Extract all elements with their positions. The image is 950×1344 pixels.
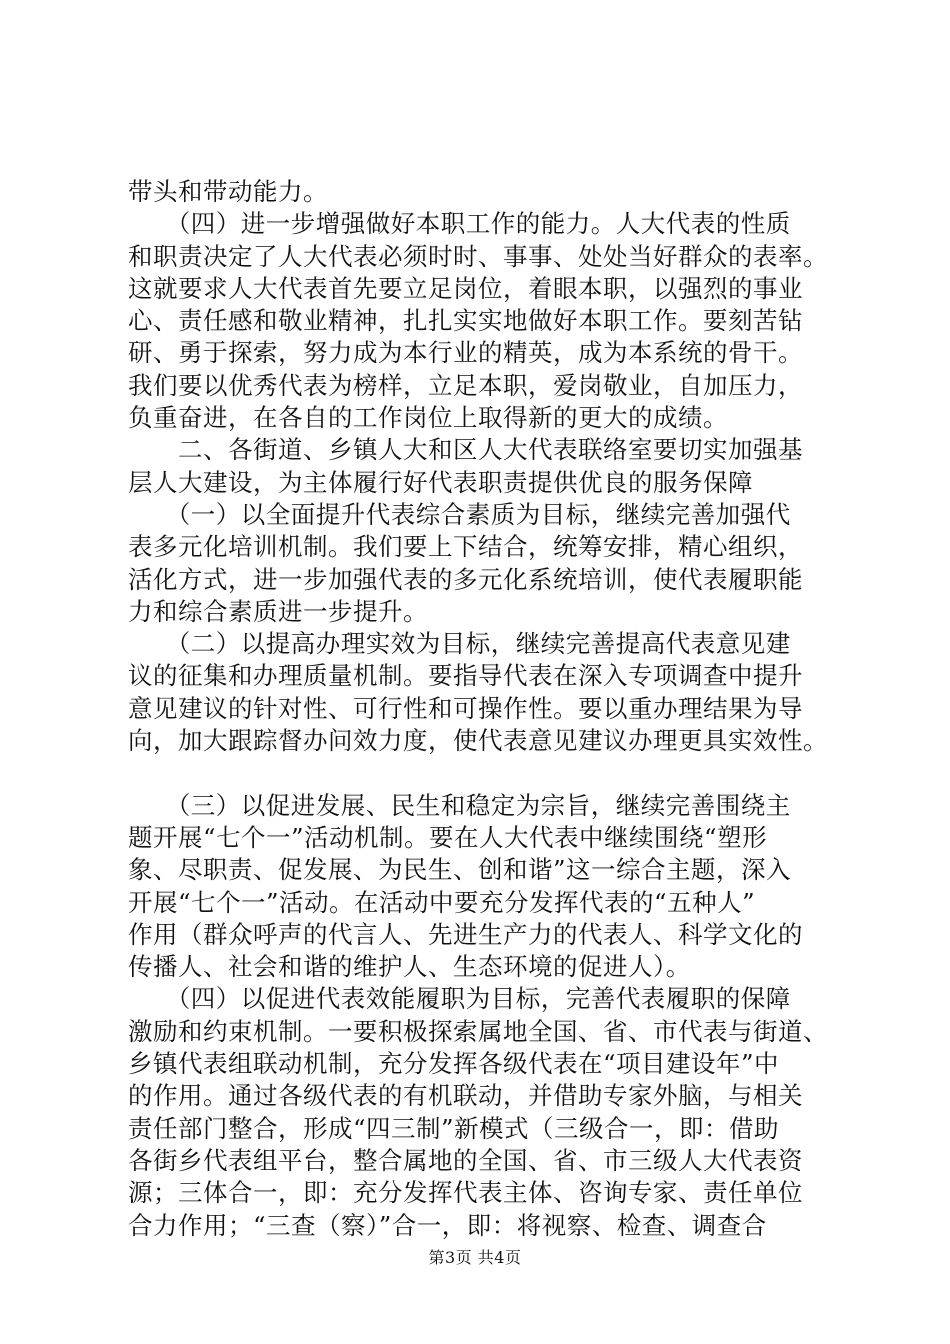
text-line: （三）以促进发展、民生和稳定为宗旨，继续完善围绕主 [128, 790, 791, 820]
text-line: 源；三体合一，即：充分发挥代表主体、咨询专家、责任单位 [128, 1178, 803, 1208]
text-line: 和职责决定了人大代表必须时时、事事、处处当好群众的表率。 [128, 241, 828, 271]
text-line: （一）以全面提升代表综合素质为目标，继续完善加强代 [128, 499, 791, 529]
text-line: 研、勇于探索，努力成为本行业的精英，成为本系统的骨干。 [128, 338, 803, 368]
section-heading-line: 二、各街道、乡镇人大和区人大代表联络室要切实加强基 [128, 435, 803, 465]
text-line: 议的征集和办理质量机制。要指导代表在深入专项调查中提升 [128, 661, 803, 691]
section-heading-line: 层人大建设，为主体履行好代表职责提供优良的服务保障 [128, 467, 753, 497]
text-line: 意见建议的针对性、可行性和可操作性。要以重办理结果为导 [128, 693, 803, 723]
text-line: （四）以促进代表效能履职为目标，完善代表履职的保障 [128, 984, 791, 1014]
text-line: 心、责任感和敬业精神，扎扎实实地做好本职工作。要刻苦钻 [128, 306, 803, 336]
text-line: 乡镇代表组联动机制，充分发挥各级代表在“项目建设年”中 [128, 1049, 780, 1079]
page-number: 第3页 共4页 [428, 1248, 522, 1267]
text-line: 各街乡代表组平台，整合属地的全国、省、市三级人大代表资 [128, 1145, 803, 1175]
text-line: 向，加大跟踪督办问效力度，使代表意见建议办理更具实效性。 [128, 726, 828, 756]
text-line: （二）以提高办理实效为目标，继续完善提高代表意见建 [128, 629, 791, 659]
text-line: 激励和约束机制。一要积极探索属地全国、省、市代表与街道、 [128, 1016, 828, 1046]
text-line: 责任部门整合，形成“四三制”新模式（三级合一，即：借助 [128, 1113, 780, 1143]
text-line: 题开展“七个一”活动机制。要在人大代表中继续围绕“塑形 [128, 822, 768, 852]
text-line: 表多元化培训机制。我们要上下结合，统筹安排，精心组织， [128, 532, 803, 562]
text-line: 负重奋进，在各自的工作岗位上取得新的更大的成绩。 [128, 403, 728, 433]
blank-line [128, 757, 838, 789]
text-line: 这就要求人大代表首先要立足岗位，着眼本职，以强烈的事业 [128, 273, 803, 303]
document-body [128, 176, 838, 1242]
text-line: 力和综合素质进一步提升。 [128, 596, 428, 626]
text-line: 我们要以优秀代表为榜样，立足本职，爱岗敬业，自加压力， [128, 370, 803, 400]
text-line: （四）进一步增强做好本职工作的能力。人大代表的性质 [128, 209, 791, 239]
text-line: 传播人、社会和谐的维护人、生态环境的促进人）。 [128, 952, 691, 982]
text-line: 象、尽职责、促发展、为民生、创和谐”这一综合主题，深入 [128, 855, 792, 885]
text-line: 活化方式，进一步加强代表的多元化系统培训，使代表履职能 [128, 564, 803, 594]
text-line: 的作用。通过各级代表的有机联动，并借助专家外脑，与相关 [128, 1081, 803, 1111]
text-line: 开展“七个一”活动。在活动中要充分发挥代表的“五种人” [128, 887, 756, 917]
page-footer [0, 1245, 950, 1268]
text-line: 合力作用；“三查（察）”合一，即：将视察、检查、调查合 [128, 1210, 767, 1240]
text-line: 带头和带动能力。 [128, 177, 328, 206]
text-line: 作用（群众呼声的代言人、先进生产力的代表人、科学文化的 [128, 919, 803, 949]
